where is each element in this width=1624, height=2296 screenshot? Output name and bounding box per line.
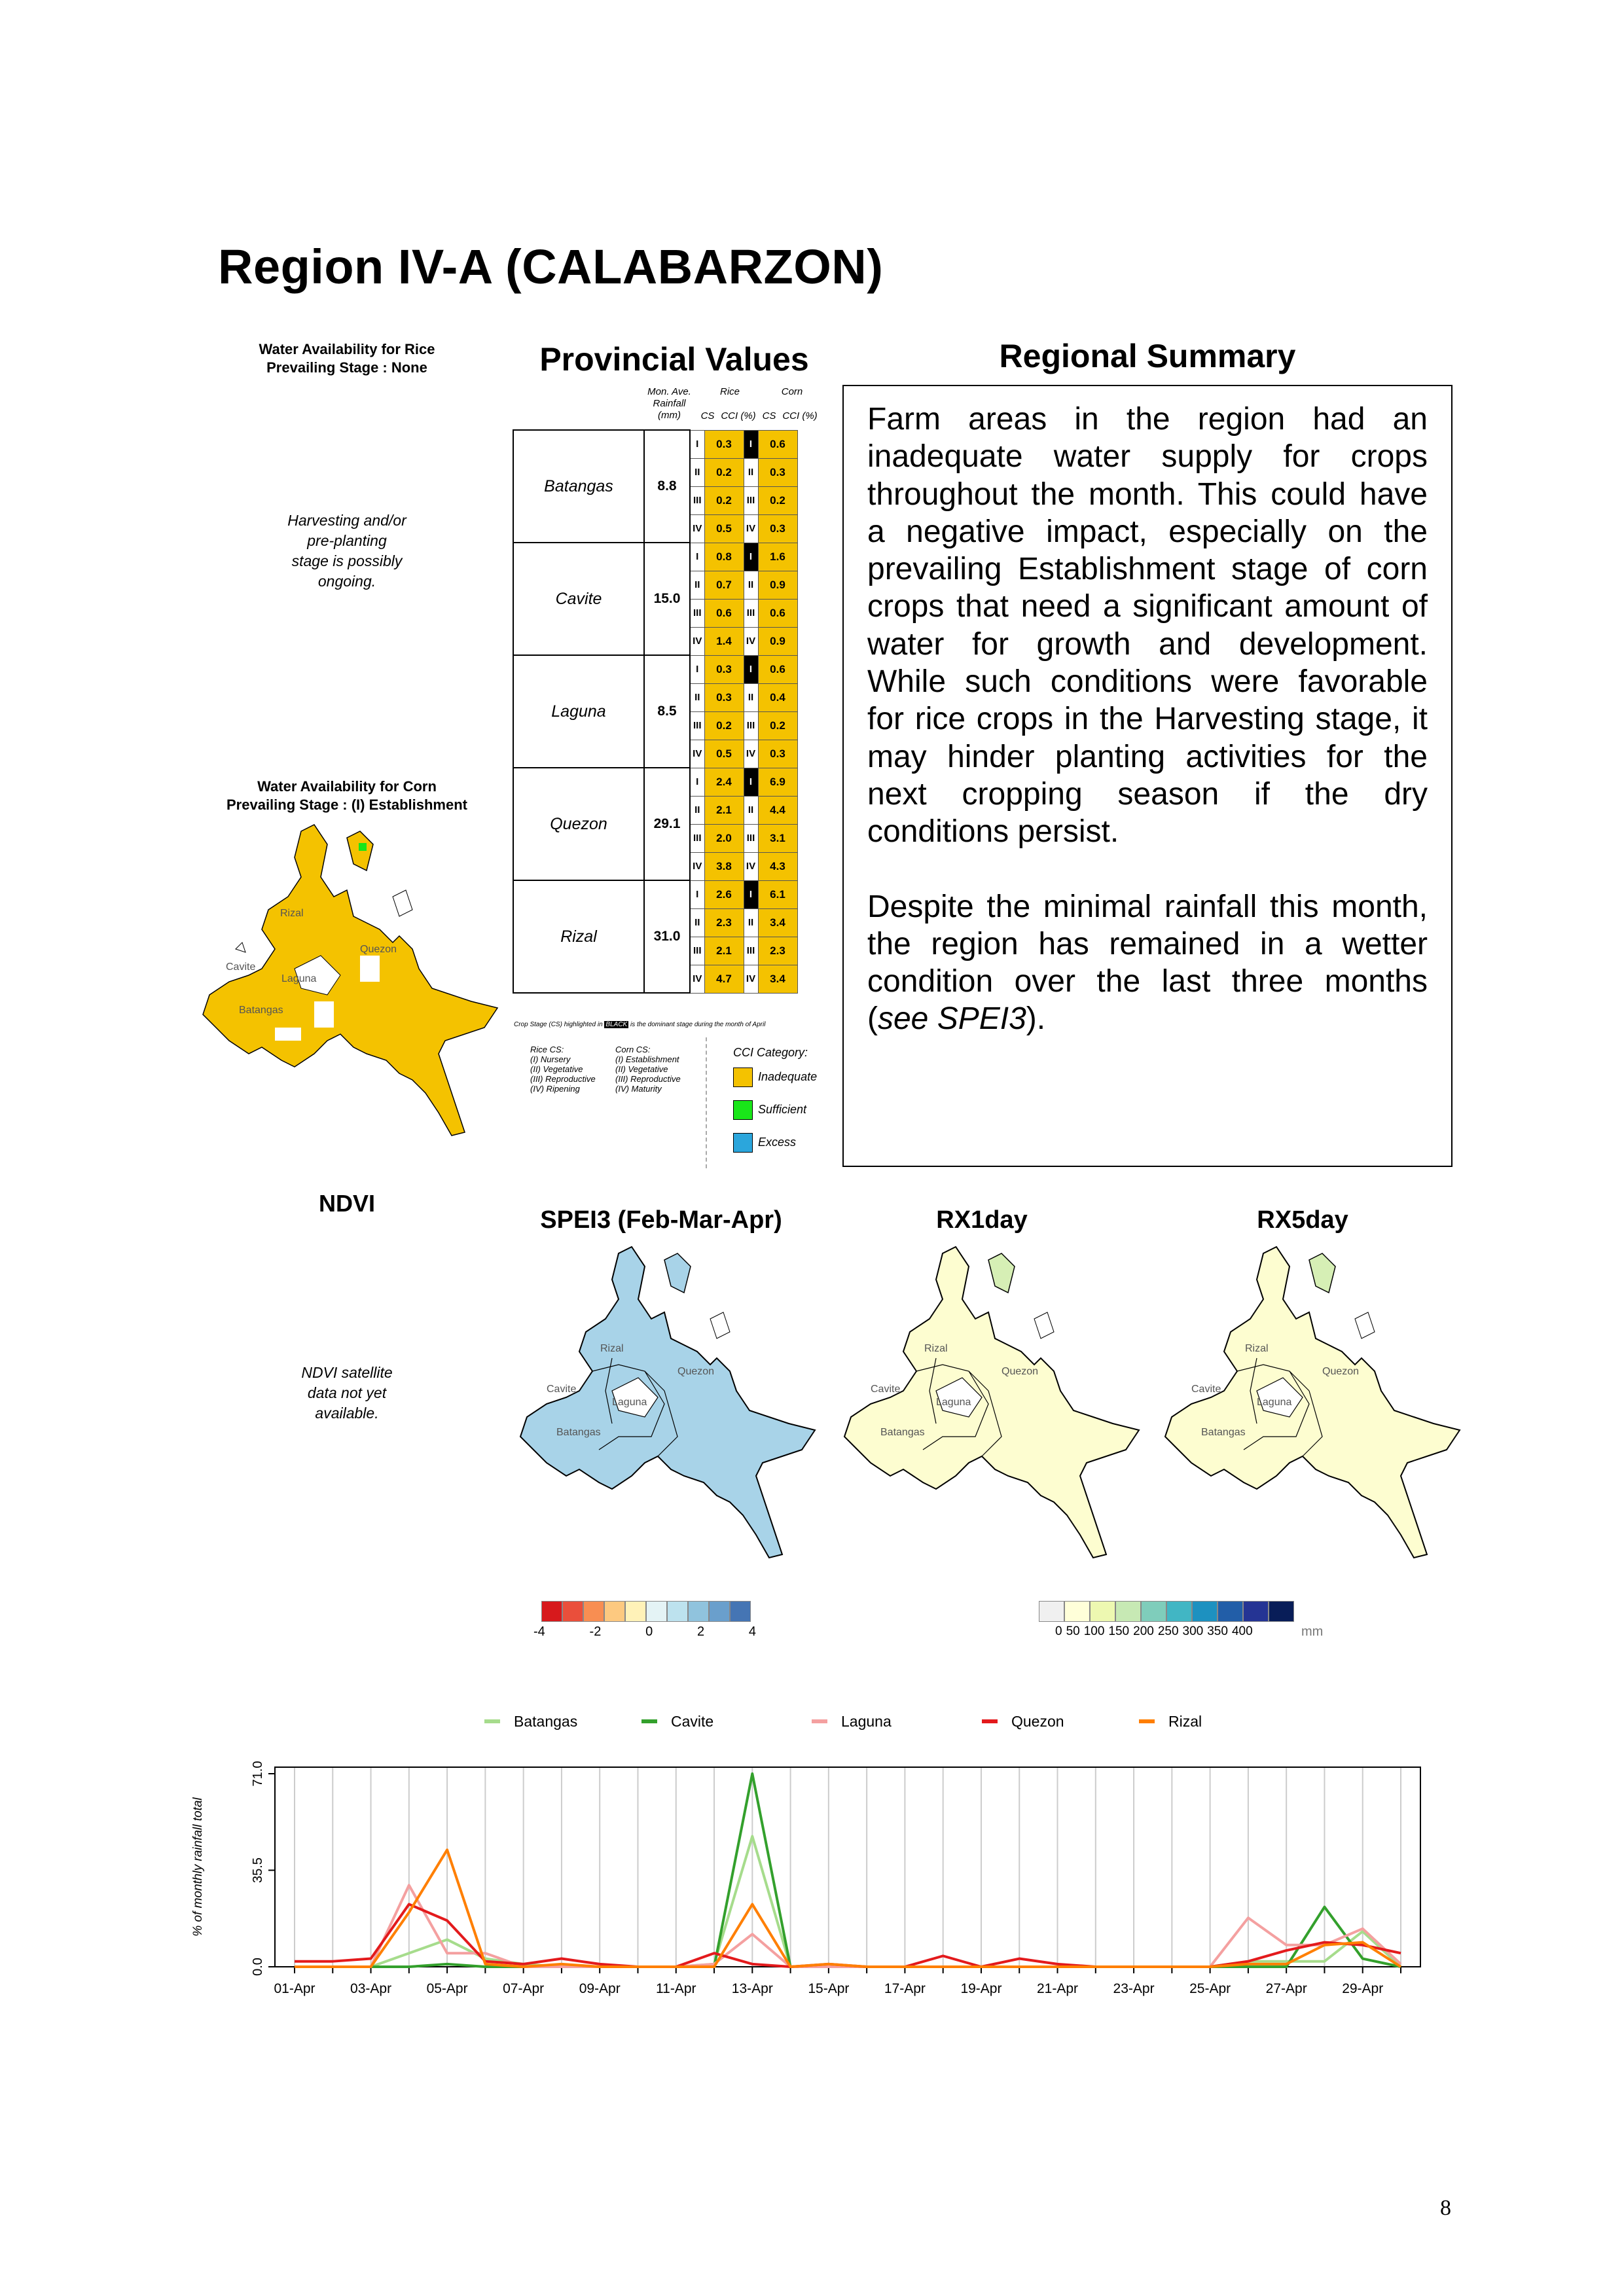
province-name: Rizal — [513, 880, 644, 993]
rx-colorbar-cell — [1243, 1601, 1269, 1622]
cci-item-inadequate — [733, 1067, 817, 1100]
corn-cs-legend-item: Corn CS: — [615, 1045, 651, 1054]
rx-colorbar-cell — [1166, 1601, 1192, 1622]
rice-cs-legend-item: Rice CS: — [530, 1045, 564, 1054]
rice-cci-value: 3.8 — [704, 852, 744, 880]
sufficient-label: Sufficient — [758, 1102, 807, 1116]
rx-tick-label: 150 — [1108, 1624, 1130, 1638]
spei-colorbar-cell — [688, 1601, 709, 1622]
rice-note-line3: stage is possibly — [291, 552, 403, 569]
corn-cci-value: 0.6 — [758, 599, 797, 627]
corn-crop-stage: IV — [744, 627, 758, 655]
rice-header: Rice — [719, 386, 740, 397]
cci-category-legend — [733, 1046, 817, 1166]
rice-cs-legend-item: (I) Nursery — [530, 1054, 571, 1064]
province-name: Batangas — [513, 430, 644, 543]
corn-header: Corn — [781, 386, 803, 397]
corn-cci-value: 6.9 — [758, 768, 797, 796]
corn-crop-stage: I — [744, 880, 758, 908]
corn-label-laguna: Laguna — [281, 973, 317, 984]
corn-cs-legend-item: (II) Vegetative — [615, 1064, 668, 1074]
rx-colorbar-cell — [1218, 1601, 1243, 1622]
corn-cci-value: 6.1 — [758, 880, 797, 908]
rice-crop-stage: II — [690, 908, 704, 937]
corn-label-cavite: Cavite — [226, 961, 256, 973]
inadequate-swatch — [733, 1067, 753, 1087]
rx-tick-label: 400 — [1231, 1624, 1253, 1638]
map-islet — [1034, 1312, 1054, 1338]
rx-tick-label: 50 — [1066, 1624, 1080, 1638]
corn-cci-value: 3.4 — [758, 965, 797, 993]
corn-water-map — [196, 818, 504, 1139]
corn-cs-legend-item: (IV) Maturity — [615, 1084, 662, 1094]
rx1-map-title: RX1day — [936, 1206, 1028, 1234]
table-row — [513, 768, 797, 796]
map-label-laguna: Laguna — [612, 1397, 647, 1408]
chart-ytick-label: 0.0 — [251, 1958, 265, 1976]
province-rainfall: 8.5 — [644, 655, 690, 768]
corn-cs-legend — [615, 1045, 700, 1094]
corn-crop-stage: II — [744, 458, 758, 486]
summary-p2-a: Despite the minimal rainfall this month, the region has remained in a wetter condition over the last three months ( — [867, 889, 1428, 1037]
map-label-laguna: Laguna — [936, 1397, 971, 1408]
corn-crop-stage: I — [744, 655, 758, 683]
rice-cci-value: 2.0 — [704, 824, 744, 852]
corn-crop-stage: III — [744, 711, 758, 740]
ndvi-title: NDVI — [318, 1190, 375, 1217]
map-label-cavite: Cavite — [547, 1384, 577, 1395]
map-label-batangas: Batangas — [880, 1427, 925, 1438]
corn-map-islet — [393, 890, 412, 916]
corn-cci-value: 0.6 — [758, 430, 797, 458]
rx-colorbar-cell — [1090, 1601, 1115, 1622]
ndvi-note-line2: data not yet — [307, 1384, 387, 1401]
rice-cci-value: 0.3 — [704, 430, 744, 458]
daily-rainfall-chart — [190, 1702, 1466, 2009]
chart-xtick-label: 19-Apr — [960, 1981, 1002, 1996]
rice-cci-value: 0.3 — [704, 655, 744, 683]
corn-cci-value: 2.3 — [758, 937, 797, 965]
cci-item-sufficient — [733, 1100, 817, 1133]
corn-cci-value: 0.6 — [758, 655, 797, 683]
corn-cci-value: 0.9 — [758, 627, 797, 655]
provincial-title: Provincial Values — [539, 341, 809, 378]
rice-map-note — [249, 511, 445, 592]
rice-cci-value: 2.4 — [704, 768, 744, 796]
rain-header — [645, 386, 694, 422]
summary-title: Regional Summary — [999, 338, 1296, 374]
corn-cci-value: 0.2 — [758, 486, 797, 514]
corn-cs-legend-item: (III) Reproductive — [615, 1074, 681, 1084]
map-label-batangas: Batangas — [556, 1427, 601, 1438]
rice-cci-value: 2.3 — [704, 908, 744, 937]
chart-xtick-label: 21-Apr — [1037, 1981, 1079, 1996]
table-row — [513, 880, 797, 908]
corn-map-nodata — [275, 1028, 301, 1041]
footnote-b: is the dominant stage during the month of April — [630, 1021, 766, 1028]
rice-note-line4: ongoing. — [317, 573, 376, 590]
province-rainfall: 31.0 — [644, 880, 690, 993]
corn-crop-stage: II — [744, 683, 758, 711]
legend-label-laguna: Laguna — [841, 1713, 892, 1730]
spei-colorbar — [541, 1601, 751, 1622]
chart-xtick-label: 15-Apr — [808, 1981, 850, 1996]
spei-tick-label: 0 — [645, 1624, 653, 1639]
rain-header-line3: (mm) — [658, 410, 681, 421]
rx-colorbar-cell — [1064, 1601, 1090, 1622]
rx-tick-label: 200 — [1133, 1624, 1154, 1638]
corn-crop-stage: II — [744, 796, 758, 824]
province-name: Cavite — [513, 543, 644, 655]
rx5-map — [1155, 1240, 1470, 1561]
rice-cs-legend — [530, 1045, 609, 1094]
legend-label-batangas: Batangas — [514, 1713, 578, 1730]
footnote-a: Crop Stage (CS) highlighted in — [514, 1021, 603, 1028]
rice-cci-value: 0.2 — [704, 458, 744, 486]
corn-crop-stage: IV — [744, 965, 758, 993]
corn-map-title — [196, 778, 497, 814]
rice-map-title-line1: Water Availability for Rice — [259, 341, 435, 357]
rice-map-title — [216, 340, 478, 377]
rice-cci-value: 2.1 — [704, 796, 744, 824]
rx-tick-label: 250 — [1157, 1624, 1179, 1638]
rx-colorbar-cell — [1192, 1601, 1218, 1622]
corn-cci-value: 0.3 — [758, 740, 797, 768]
table-row — [513, 430, 797, 458]
table-row — [513, 543, 797, 571]
rice-cci-value: 2.6 — [704, 880, 744, 908]
inadequate-label: Inadequate — [758, 1069, 818, 1083]
province-rainfall: 15.0 — [644, 543, 690, 655]
corn-cci-value: 3.4 — [758, 908, 797, 937]
legend-label-cavite: Cavite — [671, 1713, 714, 1730]
cci-item-excess — [733, 1133, 817, 1166]
chart-ylabel: % of monthly rainfall total — [191, 1797, 205, 1937]
corn-cs-header: CS — [762, 410, 776, 422]
footnote-black: BLACK — [605, 1021, 628, 1028]
rice-cs-legend-item: (IV) Ripening — [530, 1084, 580, 1094]
province-rainfall: 8.8 — [644, 430, 690, 543]
corn-map-sufficient-cell — [359, 843, 367, 851]
chart-xtick-label: 05-Apr — [426, 1981, 468, 1996]
rice-crop-stage: I — [690, 543, 704, 571]
rice-cci-value: 0.8 — [704, 543, 744, 571]
corn-crop-stage: II — [744, 571, 758, 599]
corn-crop-stage: I — [744, 430, 758, 458]
chart-xtick-label: 07-Apr — [503, 1981, 545, 1996]
rice-crop-stage: I — [690, 768, 704, 796]
summary-p2-em: see SPEI3 — [877, 1001, 1026, 1037]
rx-colorbar-unit: mm — [1301, 1624, 1324, 1639]
rain-header-line2: Rainfall — [653, 398, 686, 409]
spei-colorbar-cell — [730, 1601, 751, 1622]
corn-map-landmass — [203, 825, 497, 1136]
rice-crop-stage: III — [690, 599, 704, 627]
map-label-rizal: Rizal — [1245, 1343, 1269, 1354]
province-name: Quezon — [513, 768, 644, 880]
corn-label-quezon: Quezon — [360, 944, 397, 955]
corn-cs-legend-item: (I) Establishment — [615, 1054, 679, 1064]
rice-note-line1: Harvesting and/or — [287, 512, 406, 529]
corn-map-title-line2: Prevailing Stage : (I) Establishment — [226, 797, 467, 813]
ndvi-note-line3: available. — [315, 1405, 379, 1422]
corn-cci-value: 0.3 — [758, 514, 797, 543]
table-footnote — [514, 1021, 828, 1028]
province-rainfall: 29.1 — [644, 768, 690, 880]
corn-map-islet — [236, 942, 245, 952]
rice-crop-stage: IV — [690, 740, 704, 768]
map-label-quezon: Quezon — [677, 1366, 715, 1377]
corn-cci-value: 0.4 — [758, 683, 797, 711]
spei-colorbar-cell — [646, 1601, 667, 1622]
rice-crop-stage: I — [690, 655, 704, 683]
province-name: Laguna — [513, 655, 644, 768]
summary-box — [842, 385, 1453, 1167]
corn-cci-value: 4.3 — [758, 852, 797, 880]
rice-crop-stage: III — [690, 711, 704, 740]
chart-ytick-label: 35.5 — [251, 1857, 265, 1883]
corn-crop-stage: II — [744, 908, 758, 937]
corn-crop-stage: III — [744, 599, 758, 627]
rice-cci-value: 0.7 — [704, 571, 744, 599]
corn-crop-stage: I — [744, 768, 758, 796]
rice-cci-value: 0.2 — [704, 711, 744, 740]
rice-cci-value: 0.5 — [704, 514, 744, 543]
summary-paragraph-1: Farm areas in the region had an inadequate water supply for crops throughout the month. This could have a negative impact, especially on the prevailing Establishment stage of corn crops that need a significant amount of water for growth and development. While such conditions were favorable for rice crops in the Harvesting stage, it may hinder planting activities for the next cropping season if the dry conditions persist. — [867, 402, 1428, 850]
chart-xtick-label: 01-Apr — [274, 1981, 316, 1996]
corn-cci-value: 3.1 — [758, 824, 797, 852]
rice-crop-stage: III — [690, 937, 704, 965]
spei-colorbar-cell — [604, 1601, 625, 1622]
rice-cci-value: 4.7 — [704, 965, 744, 993]
spei-colorbar-cell — [541, 1601, 562, 1622]
rice-crop-stage: IV — [690, 627, 704, 655]
spei-colorbar-ticks — [533, 1624, 756, 1641]
rice-cci-value: 2.1 — [704, 937, 744, 965]
rain-header-line1: Mon. Ave. — [647, 386, 691, 397]
rice-crop-stage: IV — [690, 514, 704, 543]
rice-cci-header: CCI (%) — [721, 410, 756, 422]
rice-crop-stage: III — [690, 824, 704, 852]
rice-cs-header: CS — [700, 410, 715, 422]
map-label-cavite: Cavite — [871, 1384, 901, 1395]
spei-colorbar-cell — [709, 1601, 730, 1622]
rice-crop-stage: I — [690, 430, 704, 458]
series-line-batangas — [295, 1837, 1401, 1967]
rice-crop-stage: II — [690, 796, 704, 824]
corn-cci-value: 1.6 — [758, 543, 797, 571]
chart-xtick-label: 27-Apr — [1265, 1981, 1307, 1996]
rice-map-title-line2: Prevailing Stage : None — [266, 359, 427, 376]
corn-cci-value: 4.4 — [758, 796, 797, 824]
map-label-cavite: Cavite — [1191, 1384, 1221, 1395]
spei-tick-label: 2 — [696, 1624, 705, 1639]
map-island — [988, 1253, 1015, 1293]
rx-colorbar-cell — [1141, 1601, 1166, 1622]
chart-xtick-label: 13-Apr — [731, 1981, 773, 1996]
rx-tick-label: 350 — [1207, 1624, 1228, 1638]
series-line-laguna — [295, 1885, 1401, 1967]
corn-label-rizal: Rizal — [280, 908, 304, 919]
rice-crop-stage: II — [690, 571, 704, 599]
spei-tick-label: -4 — [533, 1624, 545, 1639]
rx-tick-label: 100 — [1083, 1624, 1105, 1638]
chart-xtick-label: 11-Apr — [656, 1981, 696, 1996]
corn-crop-stage: III — [744, 824, 758, 852]
page-number: 8 — [1440, 2196, 1451, 2220]
rice-crop-stage: III — [690, 486, 704, 514]
map-islet — [1355, 1312, 1375, 1338]
cci-category-title: CCI Category: — [733, 1046, 808, 1059]
rice-crop-stage: I — [690, 880, 704, 908]
excess-swatch — [733, 1133, 753, 1153]
rice-crop-stage: IV — [690, 965, 704, 993]
rice-crop-stage: II — [690, 683, 704, 711]
rice-cci-value: 0.5 — [704, 740, 744, 768]
excess-label: Excess — [758, 1135, 797, 1149]
ndvi-note — [249, 1363, 445, 1424]
corn-map-title-line1: Water Availability for Corn — [257, 778, 437, 795]
rice-note-line2: pre-planting — [307, 532, 387, 549]
rice-crop-stage: II — [690, 458, 704, 486]
page-title: Region IV-A (CALABARZON) — [218, 240, 884, 294]
corn-crop-stage: IV — [744, 514, 758, 543]
map-label-rizal: Rizal — [600, 1343, 624, 1354]
provincial-values-table — [513, 429, 798, 994]
rx5-map-title: RX5day — [1257, 1206, 1348, 1234]
rice-cci-value: 0.6 — [704, 599, 744, 627]
legend-label-rizal: Rizal — [1168, 1713, 1202, 1730]
chart-xtick-label: 29-Apr — [1342, 1981, 1384, 1996]
chart-xtick-label: 17-Apr — [884, 1981, 926, 1996]
spei-colorbar-cell — [625, 1601, 646, 1622]
chart-ytick-label: 71.0 — [251, 1761, 265, 1787]
rx-colorbar — [1039, 1601, 1294, 1622]
series-line-rizal — [295, 1850, 1401, 1967]
rice-cci-value: 0.3 — [704, 683, 744, 711]
map-label-rizal: Rizal — [924, 1343, 948, 1354]
spei-map — [511, 1240, 825, 1561]
rx-colorbar-cell — [1115, 1601, 1141, 1622]
corn-label-batangas: Batangas — [239, 1005, 283, 1016]
corn-crop-stage: III — [744, 486, 758, 514]
series-line-cavite — [295, 1774, 1401, 1967]
corn-cci-value: 0.9 — [758, 571, 797, 599]
spei-colorbar-cell — [583, 1601, 604, 1622]
corn-crop-stage: IV — [744, 852, 758, 880]
map-label-quezon: Quezon — [1322, 1366, 1360, 1377]
chart-xtick-label: 25-Apr — [1189, 1981, 1231, 1996]
spei-colorbar-cell — [562, 1601, 583, 1622]
chart-xtick-label: 23-Apr — [1113, 1981, 1155, 1996]
rx-colorbar-ticks — [1055, 1624, 1253, 1641]
corn-map-nodata — [360, 956, 380, 982]
legend-label-quezon: Quezon — [1011, 1713, 1064, 1730]
rice-cci-value: 0.2 — [704, 486, 744, 514]
rx1-map — [835, 1240, 1149, 1561]
rice-cs-legend-item: (III) Reproductive — [530, 1074, 596, 1084]
corn-map-nodata — [314, 1001, 334, 1028]
rice-cs-legend-item: (II) Vegetative — [530, 1064, 583, 1074]
spei-tick-label: 4 — [748, 1624, 756, 1639]
corn-cci-value: 0.2 — [758, 711, 797, 740]
table-row — [513, 655, 797, 683]
chart-xtick-label: 09-Apr — [579, 1981, 621, 1996]
summary-p2-b: ). — [1026, 1001, 1046, 1037]
corn-crop-stage: IV — [744, 740, 758, 768]
map-island — [1309, 1253, 1335, 1293]
corn-cci-value: 0.3 — [758, 458, 797, 486]
rx-colorbar-cell — [1269, 1601, 1294, 1622]
rx-tick-label: 300 — [1182, 1624, 1204, 1638]
chart-xtick-label: 03-Apr — [350, 1981, 392, 1996]
spei-tick-label: -2 — [589, 1624, 602, 1639]
ndvi-note-line1: NDVI satellite — [301, 1364, 393, 1381]
map-island — [664, 1253, 691, 1293]
corn-crop-stage: III — [744, 937, 758, 965]
spei-colorbar-cell — [667, 1601, 688, 1622]
rx-tick-label: 0 — [1055, 1624, 1062, 1638]
rice-cci-value: 1.4 — [704, 627, 744, 655]
rice-crop-stage: IV — [690, 852, 704, 880]
legend-divider — [706, 1037, 707, 1168]
map-label-quezon: Quezon — [1001, 1366, 1039, 1377]
map-islet — [710, 1312, 730, 1338]
spei-map-title: SPEI3 (Feb-Mar-Apr) — [540, 1206, 782, 1234]
map-label-batangas: Batangas — [1201, 1427, 1246, 1438]
corn-crop-stage: I — [744, 543, 758, 571]
summary-paragraph-2 — [867, 888, 1428, 1038]
corn-cci-header: CCI (%) — [782, 410, 818, 422]
rx-colorbar-cell — [1039, 1601, 1064, 1622]
sufficient-swatch — [733, 1100, 753, 1120]
map-label-laguna: Laguna — [1257, 1397, 1292, 1408]
